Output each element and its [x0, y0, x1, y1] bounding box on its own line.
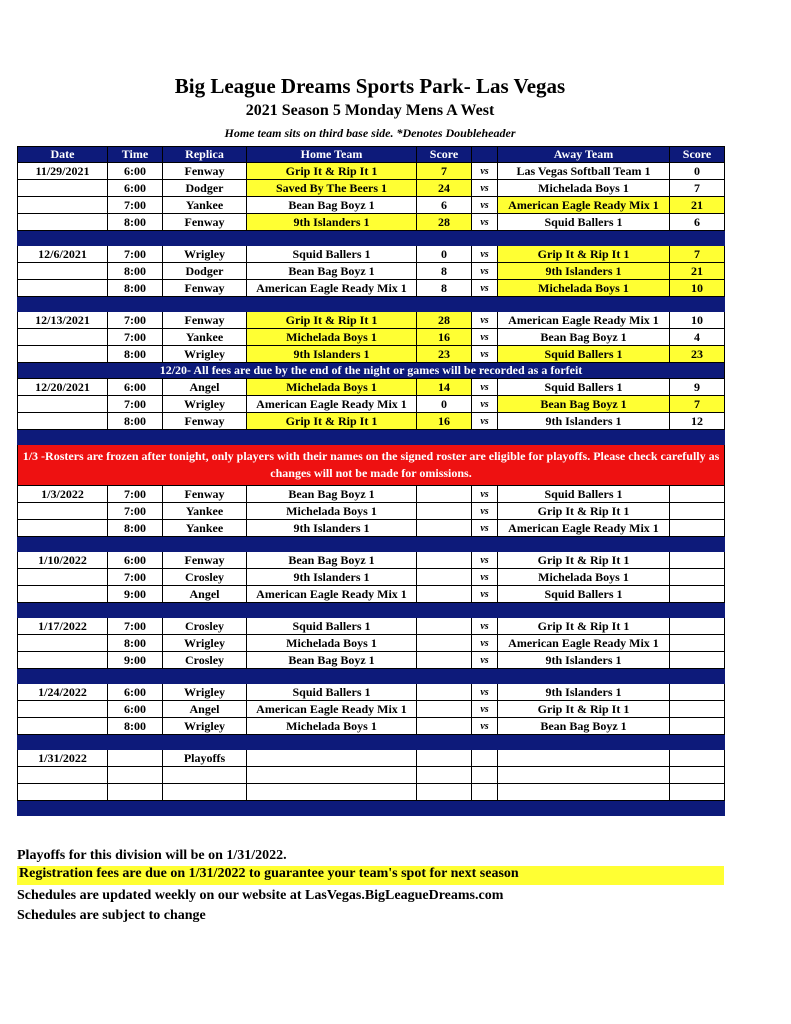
replica-cell: Wrigley	[163, 684, 247, 701]
away-team-cell: Squid Ballers 1	[498, 346, 670, 363]
replica-cell: Playoffs	[163, 750, 247, 767]
away-score-cell	[670, 618, 725, 635]
away-team-cell: American Eagle Ready Mix 1	[498, 197, 670, 214]
fee-notice-row	[18, 363, 725, 379]
home-team-cell: Michelada Boys 1	[247, 718, 417, 735]
table-row	[18, 214, 725, 231]
vs-cell: vs	[472, 214, 498, 231]
replica-cell: Wrigley	[163, 246, 247, 263]
time-cell: 8:00	[108, 280, 163, 297]
date-cell	[18, 520, 108, 537]
away-team-cell: Michelada Boys 1	[498, 180, 670, 197]
page-title: Big League Dreams Sports Park- Las Vegas	[174, 74, 566, 98]
separator-cell	[18, 735, 725, 750]
replica-cell: Angel	[163, 701, 247, 718]
empty-cell	[417, 750, 472, 767]
replica-cell: Fenway	[163, 214, 247, 231]
vs-cell: vs	[472, 180, 498, 197]
away-team-cell: Grip It & Rip It 1	[498, 503, 670, 520]
home-score-cell: 16	[417, 413, 472, 430]
empty-cell	[498, 750, 670, 767]
time-cell: 9:00	[108, 586, 163, 603]
away-score-cell: 7	[670, 180, 725, 197]
time-cell: 8:00	[108, 346, 163, 363]
vs-cell: vs	[472, 396, 498, 413]
home-score-cell	[417, 503, 472, 520]
table-row	[18, 635, 725, 652]
away-team-cell: 9th Islanders 1	[498, 413, 670, 430]
date-cell	[18, 280, 108, 297]
away-score-cell	[670, 569, 725, 586]
time-cell: 7:00	[108, 569, 163, 586]
vs-cell: vs	[472, 635, 498, 652]
table-row	[18, 486, 725, 503]
vs-cell: vs	[472, 486, 498, 503]
time-cell: 6:00	[108, 701, 163, 718]
footer-registration-note	[17, 866, 724, 885]
empty-row	[18, 767, 725, 784]
away-team-cell: Bean Bag Boyz 1	[498, 329, 670, 346]
home-team-cell: Bean Bag Boyz 1	[247, 197, 417, 214]
date-cell	[18, 413, 108, 430]
date-cell	[18, 569, 108, 586]
away-team-cell: Squid Ballers 1	[498, 214, 670, 231]
time-cell: 8:00	[108, 263, 163, 280]
vs-cell: vs	[472, 413, 498, 430]
away-score-cell: 21	[670, 197, 725, 214]
replica-cell: Wrigley	[163, 635, 247, 652]
empty-row	[18, 784, 725, 801]
time-cell: 7:00	[108, 197, 163, 214]
date-cell: 12/6/2021	[18, 246, 108, 263]
home-score-cell: 28	[417, 312, 472, 329]
col-time: Time	[108, 147, 163, 163]
away-team-cell: Michelada Boys 1	[498, 569, 670, 586]
away-team-cell: 9th Islanders 1	[498, 684, 670, 701]
date-cell: 1/17/2022	[18, 618, 108, 635]
away-team-cell: American Eagle Ready Mix 1	[498, 312, 670, 329]
empty-cell	[472, 767, 498, 784]
away-score-cell: 10	[670, 280, 725, 297]
empty-cell	[247, 767, 417, 784]
date-cell: 12/20/2021	[18, 379, 108, 396]
away-team-cell: Bean Bag Boyz 1	[498, 396, 670, 413]
vs-cell: vs	[472, 652, 498, 669]
table-row	[18, 329, 725, 346]
table-row	[18, 379, 725, 396]
home-score-cell	[417, 552, 472, 569]
replica-cell: Fenway	[163, 163, 247, 180]
empty-cell	[472, 784, 498, 801]
home-team-cell: American Eagle Ready Mix 1	[247, 280, 417, 297]
week-separator	[18, 801, 725, 816]
home-team-cell: American Eagle Ready Mix 1	[247, 396, 417, 413]
home-team-cell: American Eagle Ready Mix 1	[247, 701, 417, 718]
vs-cell: vs	[472, 684, 498, 701]
away-team-cell: Grip It & Rip It 1	[498, 246, 670, 263]
date-cell	[18, 197, 108, 214]
date-cell	[18, 263, 108, 280]
time-cell: 6:00	[108, 684, 163, 701]
week-separator	[18, 231, 725, 246]
footer-registration-text: Registration fees are due on 1/31/2022 to guarantee your team's spot for next season	[19, 866, 519, 881]
replica-cell: Crosley	[163, 569, 247, 586]
separator-cell	[18, 669, 725, 684]
time-cell: 9:00	[108, 652, 163, 669]
away-score-cell	[670, 684, 725, 701]
away-team-cell: Squid Ballers 1	[498, 486, 670, 503]
table-row	[18, 552, 725, 569]
replica-cell: Fenway	[163, 552, 247, 569]
away-team-cell: Grip It & Rip It 1	[498, 701, 670, 718]
home-score-cell: 8	[417, 280, 472, 297]
home-team-cell: 9th Islanders 1	[247, 346, 417, 363]
away-team-cell: Squid Ballers 1	[498, 379, 670, 396]
vs-cell: vs	[472, 618, 498, 635]
away-score-cell	[670, 586, 725, 603]
home-score-cell: 6	[417, 197, 472, 214]
time-cell: 6:00	[108, 180, 163, 197]
time-cell: 6:00	[108, 379, 163, 396]
table-row	[18, 312, 725, 329]
replica-cell: Fenway	[163, 312, 247, 329]
col-vs	[472, 147, 498, 163]
week-separator	[18, 430, 725, 445]
vs-cell: vs	[472, 346, 498, 363]
date-cell	[18, 214, 108, 231]
empty-cell	[498, 784, 670, 801]
away-team-cell: Bean Bag Boyz 1	[498, 718, 670, 735]
away-score-cell	[670, 552, 725, 569]
away-team-cell: Grip It & Rip It 1	[498, 618, 670, 635]
date-cell	[18, 635, 108, 652]
replica-cell: Angel	[163, 379, 247, 396]
vs-cell: vs	[472, 263, 498, 280]
vs-cell: vs	[472, 520, 498, 537]
home-team-cell: Saved By The Beers 1	[247, 180, 417, 197]
empty-cell	[163, 784, 247, 801]
away-score-cell: 23	[670, 346, 725, 363]
table-row	[18, 569, 725, 586]
vs-cell: vs	[472, 586, 498, 603]
home-team-cell: Michelada Boys 1	[247, 503, 417, 520]
home-score-cell	[417, 635, 472, 652]
table-row	[18, 263, 725, 280]
home-score-cell: 0	[417, 246, 472, 263]
home-score-cell: 16	[417, 329, 472, 346]
home-team-cell: 9th Islanders 1	[247, 569, 417, 586]
time-cell: 7:00	[108, 312, 163, 329]
week-separator	[18, 669, 725, 684]
home-team-cell: American Eagle Ready Mix 1	[247, 586, 417, 603]
empty-cell	[247, 750, 417, 767]
roster-notice-row	[18, 445, 725, 486]
home-score-cell: 14	[417, 379, 472, 396]
separator-cell	[18, 430, 725, 445]
date-cell	[18, 701, 108, 718]
replica-cell: Wrigley	[163, 396, 247, 413]
home-team-cell: Michelada Boys 1	[247, 635, 417, 652]
home-team-cell: Michelada Boys 1	[247, 379, 417, 396]
home-score-cell	[417, 486, 472, 503]
table-row	[18, 701, 725, 718]
away-team-cell: 9th Islanders 1	[498, 652, 670, 669]
week-separator	[18, 537, 725, 552]
replica-cell: Crosley	[163, 652, 247, 669]
home-score-cell: 7	[417, 163, 472, 180]
replica-cell: Yankee	[163, 197, 247, 214]
time-cell: 7:00	[108, 246, 163, 263]
table-row	[18, 163, 725, 180]
empty-cell	[108, 784, 163, 801]
empty-cell	[670, 767, 725, 784]
date-cell: 1/24/2022	[18, 684, 108, 701]
week-separator	[18, 603, 725, 618]
date-cell	[18, 396, 108, 413]
time-cell: 8:00	[108, 413, 163, 430]
date-cell	[18, 718, 108, 735]
home-team-cell: 9th Islanders 1	[247, 520, 417, 537]
date-cell: 1/10/2022	[18, 552, 108, 569]
time-cell: 8:00	[108, 214, 163, 231]
home-team-cell: 9th Islanders 1	[247, 214, 417, 231]
date-cell: 1/3/2022	[18, 486, 108, 503]
table-row	[18, 396, 725, 413]
separator-cell	[18, 231, 725, 246]
date-cell	[18, 346, 108, 363]
home-score-cell	[417, 586, 472, 603]
replica-cell: Dodger	[163, 180, 247, 197]
home-score-cell: 24	[417, 180, 472, 197]
footer-change-note: Schedules are subject to change	[17, 908, 206, 923]
away-score-cell	[670, 701, 725, 718]
roster-notice: 1/3 -Rosters are frozen after tonight, only players with their names on the signed roster are eligible for playoffs. Please check carefully as changes will not be made for omissions.	[18, 445, 725, 486]
time-cell: 7:00	[108, 329, 163, 346]
replica-cell: Dodger	[163, 263, 247, 280]
home-team-cell: Michelada Boys 1	[247, 329, 417, 346]
empty-cell	[417, 767, 472, 784]
week-separator	[18, 735, 725, 750]
replica-cell: Crosley	[163, 618, 247, 635]
table-row	[18, 520, 725, 537]
replica-cell: Yankee	[163, 503, 247, 520]
away-score-cell: 0	[670, 163, 725, 180]
empty-cell	[247, 784, 417, 801]
col-date: Date	[18, 147, 108, 163]
time-cell: 7:00	[108, 396, 163, 413]
empty-cell	[670, 750, 725, 767]
away-score-cell: 9	[670, 379, 725, 396]
vs-cell: vs	[472, 379, 498, 396]
home-score-cell	[417, 652, 472, 669]
replica-cell: Fenway	[163, 413, 247, 430]
date-cell: 12/13/2021	[18, 312, 108, 329]
vs-cell: vs	[472, 503, 498, 520]
home-score-cell	[417, 701, 472, 718]
table-row	[18, 684, 725, 701]
away-score-cell: 7	[670, 246, 725, 263]
vs-cell: vs	[472, 280, 498, 297]
time-cell: 7:00	[108, 503, 163, 520]
table-row	[18, 413, 725, 430]
footer-website-note: Schedules are updated weekly on our website at LasVegas.BigLeagueDreams.com	[17, 888, 504, 903]
time-cell: 6:00	[108, 552, 163, 569]
empty-cell	[18, 784, 108, 801]
table-row	[18, 197, 725, 214]
home-team-cell: Grip It & Rip It 1	[247, 312, 417, 329]
fee-notice: 12/20- All fees are due by the end of the night or games will be recorded as a forfeit	[18, 363, 725, 379]
away-score-cell	[670, 635, 725, 652]
time-cell: 8:00	[108, 718, 163, 735]
away-team-cell: Squid Ballers 1	[498, 586, 670, 603]
away-team-cell: American Eagle Ready Mix 1	[498, 635, 670, 652]
playoffs-row	[18, 750, 725, 767]
empty-cell	[670, 784, 725, 801]
table-row	[18, 246, 725, 263]
replica-cell: Angel	[163, 586, 247, 603]
separator-cell	[18, 603, 725, 618]
table-row	[18, 718, 725, 735]
home-score-cell: 0	[417, 396, 472, 413]
replica-cell: Fenway	[163, 280, 247, 297]
col-replica: Replica	[163, 147, 247, 163]
date-cell	[18, 329, 108, 346]
away-score-cell: 7	[670, 396, 725, 413]
week-separator	[18, 297, 725, 312]
col-home-score: Score	[417, 147, 472, 163]
home-team-cell: Bean Bag Boyz 1	[247, 486, 417, 503]
home-team-cell: Bean Bag Boyz 1	[247, 552, 417, 569]
away-score-cell: 12	[670, 413, 725, 430]
table-row	[18, 180, 725, 197]
away-team-cell: Michelada Boys 1	[498, 280, 670, 297]
time-cell: 6:00	[108, 163, 163, 180]
away-team-cell: Grip It & Rip It 1	[498, 552, 670, 569]
empty-cell	[163, 767, 247, 784]
page-subtitle: 2021 Season 5 Monday Mens A West	[245, 102, 495, 119]
time-cell: 8:00	[108, 635, 163, 652]
home-team-cell: Grip It & Rip It 1	[247, 163, 417, 180]
away-score-cell: 21	[670, 263, 725, 280]
time-cell: 8:00	[108, 520, 163, 537]
home-team-cell: Squid Ballers 1	[247, 618, 417, 635]
table-row	[18, 346, 725, 363]
schedule-body	[18, 163, 725, 816]
away-team-cell: Las Vegas Softball Team 1	[498, 163, 670, 180]
table-row	[18, 503, 725, 520]
empty-cell	[472, 750, 498, 767]
home-team-cell: Bean Bag Boyz 1	[247, 652, 417, 669]
vs-cell: vs	[472, 718, 498, 735]
vs-cell: vs	[472, 163, 498, 180]
separator-cell	[18, 297, 725, 312]
time-cell	[108, 750, 163, 767]
empty-cell	[108, 767, 163, 784]
date-cell: 1/31/2022	[18, 750, 108, 767]
empty-cell	[18, 767, 108, 784]
home-team-cell: Bean Bag Boyz 1	[247, 263, 417, 280]
home-team-cell: Squid Ballers 1	[247, 684, 417, 701]
away-score-cell: 10	[670, 312, 725, 329]
date-cell	[18, 180, 108, 197]
empty-cell	[417, 784, 472, 801]
away-score-cell	[670, 652, 725, 669]
home-score-cell	[417, 520, 472, 537]
table-row	[18, 618, 725, 635]
date-cell	[18, 652, 108, 669]
date-cell	[18, 503, 108, 520]
date-cell: 11/29/2021	[18, 163, 108, 180]
separator-cell	[18, 537, 725, 552]
footer-playoffs-note: Playoffs for this division will be on 1/31/2022.	[17, 848, 287, 863]
away-score-cell	[670, 718, 725, 735]
vs-cell: vs	[472, 197, 498, 214]
home-score-cell: 23	[417, 346, 472, 363]
replica-cell: Wrigley	[163, 346, 247, 363]
empty-cell	[498, 767, 670, 784]
table-row	[18, 280, 725, 297]
col-away-team: Away Team	[498, 147, 670, 163]
away-team-cell: 9th Islanders 1	[498, 263, 670, 280]
schedule-table	[17, 146, 725, 816]
separator-cell	[18, 801, 725, 816]
vs-cell: vs	[472, 569, 498, 586]
away-score-cell	[670, 520, 725, 537]
home-score-cell	[417, 618, 472, 635]
time-cell: 7:00	[108, 486, 163, 503]
vs-cell: vs	[472, 246, 498, 263]
replica-cell: Wrigley	[163, 718, 247, 735]
table-row	[18, 652, 725, 669]
home-team-cell: Grip It & Rip It 1	[247, 413, 417, 430]
away-score-cell	[670, 486, 725, 503]
home-team-note: Home team sits on third base side. *Denotes Doubleheader	[224, 126, 516, 140]
col-away-score: Score	[670, 147, 725, 163]
home-score-cell	[417, 569, 472, 586]
table-row	[18, 586, 725, 603]
home-score-cell	[417, 718, 472, 735]
time-cell: 7:00	[108, 618, 163, 635]
vs-cell: vs	[472, 701, 498, 718]
home-score-cell: 28	[417, 214, 472, 231]
away-score-cell: 4	[670, 329, 725, 346]
vs-cell: vs	[472, 312, 498, 329]
home-team-cell: Squid Ballers 1	[247, 246, 417, 263]
replica-cell: Yankee	[163, 520, 247, 537]
away-score-cell: 6	[670, 214, 725, 231]
replica-cell: Yankee	[163, 329, 247, 346]
home-score-cell: 8	[417, 263, 472, 280]
vs-cell: vs	[472, 329, 498, 346]
home-score-cell	[417, 684, 472, 701]
header-row	[18, 147, 725, 163]
vs-cell: vs	[472, 552, 498, 569]
date-cell	[18, 586, 108, 603]
away-team-cell: American Eagle Ready Mix 1	[498, 520, 670, 537]
col-home-team: Home Team	[247, 147, 417, 163]
replica-cell: Fenway	[163, 486, 247, 503]
away-score-cell	[670, 503, 725, 520]
